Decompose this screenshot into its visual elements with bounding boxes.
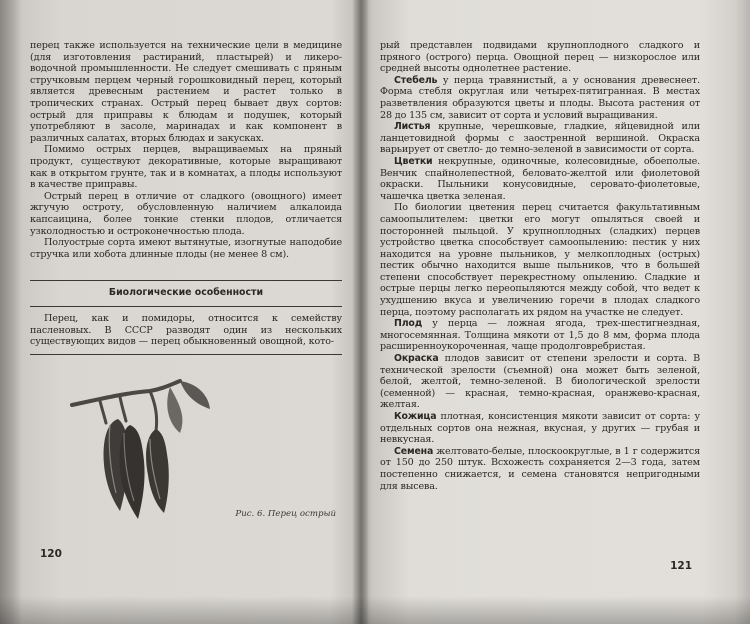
paragraph-text: желтовато-белые, плоскоокруглые, в 1 г содержится от 150 до 250 штук. Всхожесть сохраняется 2—3 года, затем постепенно снижается, и семена становятся непригодными для высева. xyxy=(380,445,700,492)
right-paragraph xyxy=(380,202,700,318)
section-intro xyxy=(30,313,342,348)
page-bottom-shadow xyxy=(0,596,750,624)
page-number-left: 120 xyxy=(40,548,62,560)
right-page xyxy=(380,40,700,624)
left-paragraph: перец также используется на технические цели в медицине (для изготовления растираний, пластырей) и ликеро-водочной промышленности. Не следует смешивать с пряным стручковым перцем черный горошковидный перец, который является древесным растением и растет только в тропических странах. Острый перец бывает двух сортов: острый для приправы к блюдам и подушек, который употребляют в засоле, маринадах и как компонент в различных салатах, вторых блюдах и закусках. xyxy=(30,40,342,144)
section-title: Биологические особенности xyxy=(108,287,264,299)
paragraph-text: у перца — ложная ягода, трех-шестигнездная, многосемянная. Толщина мякоти от 1,5 до 8 мм, форма плода расширенноукороченная, чаще продолговребристая. xyxy=(380,318,700,353)
term-label: Плод xyxy=(394,318,423,330)
right-page-text xyxy=(380,40,700,492)
right-paragraph xyxy=(380,446,700,492)
paragraph-text: плодов зависит от степени зрелости и сорта. В технической зрелости (съемной) она может быть зеленой, белой, желтой, темно-зеленой. В биологической зрелости (семенной) — красная, темно-красная, оранжево-красная, желтая. xyxy=(380,353,700,411)
term-label: Семена xyxy=(394,445,434,457)
pepper-illustration xyxy=(30,373,342,523)
term-label: Окраска xyxy=(394,353,439,365)
figure-caption: Рис. 6. Перец острый xyxy=(235,509,336,520)
paragraph-text: По биологии цветения перец считается факультативным самоопылителем: цветки его могут опыляться своей и посторонней пыльцой. У крупноплодных (сладких) перцев устройство цветка способствует самоопылению: пестик у них находится на уровне пыльников, у мелкоплодных (острых) пестик обычно находится выше пыльников, что в большей степени способствует перекрестному опылению. Сладкие и острые перцы легко переопыляются между собой, что ведет к ухудшению вкуса и увеличению горечи в плодах сладкого перца, поэтому располагать их рядом на участке не следует. xyxy=(380,202,700,318)
term-label: Стебель xyxy=(394,74,438,86)
right-paragraph xyxy=(380,121,700,156)
page-number-right: 121 xyxy=(670,560,692,572)
left-paragraph: Помимо острых перцев, выращиваемых на пряный продукт, существуют декоративные, которые выращивают как в открытом грунте, так и в комнатах, а плоды используют в качестве приправы. xyxy=(30,144,342,191)
term-label: Листья xyxy=(394,121,431,133)
right-paragraph xyxy=(380,353,700,411)
section-header xyxy=(30,280,342,307)
left-page-text xyxy=(30,40,342,260)
left-paragraph: Полуострые сорта имеют вытянутые, изогнутые наподобие стручка или хобота длинные плоды (не менее 8 см). xyxy=(30,237,342,260)
right-paragraph xyxy=(380,75,700,121)
right-paragraph xyxy=(380,40,700,75)
left-paragraph: Острый перец в отличие от сладкого (овощного) имеет жгучую остроту, обусловленную наличием алкалоида капсаицина, более тонкие стенки плодов, отличается узколодностью и остроконечностью плода. xyxy=(30,190,342,237)
term-label: Цветки xyxy=(394,155,433,167)
paragraph-text: плотная, консистенция мякоти зависит от сорта: у отдельных сортов она нежная, вкусная, у других — грубая и невкусная. xyxy=(380,411,700,446)
right-paragraph xyxy=(380,156,700,202)
paragraph-text: у перца травянистый, а у основания древеснеет. Форма стебля округлая или четырех-пятигранная. В местах разветвления образуются цветы и плоды. Высота растения от 28 до 135 см, зависит от сорта и условий выращивания. xyxy=(380,74,700,121)
section-intro-paragraph: Перец, как и помидоры, относится к семейству пасленовых. В СССР разводят один из нескольких существующих видов — перец обыкновенный овощной, кото- xyxy=(30,313,342,348)
paragraph-text: рый представлен подвидами крупноплодного сладкого и пряного (острого) перца. Овощной перец — низкорослое или средней высоты однолетнее растение. xyxy=(380,40,700,75)
pepper-figure xyxy=(30,373,342,523)
paragraph-text: некрупные, одиночные, колесовидные, обоеполые. Венчик спайнолепестной, беловато-желтой или фиолетовой окраски. Пыльники конусовидные, серовато-фиолетовые, чашечка цветка зеленая. xyxy=(380,155,700,202)
figure-rule xyxy=(30,354,342,355)
term-label: Кожица xyxy=(394,411,437,422)
right-paragraph xyxy=(380,411,700,446)
section-rule-bottom xyxy=(30,306,342,307)
right-paragraph xyxy=(380,318,700,353)
paragraph-text: крупные, черешковые, гладкие, яйцевидной или ланцетовидной формы с заостренной вершиной. Окраска варьирует от светло- до темно-зеленой в зависимости от сорта. xyxy=(380,121,700,156)
book-gutter xyxy=(352,0,368,624)
left-page xyxy=(30,40,342,624)
